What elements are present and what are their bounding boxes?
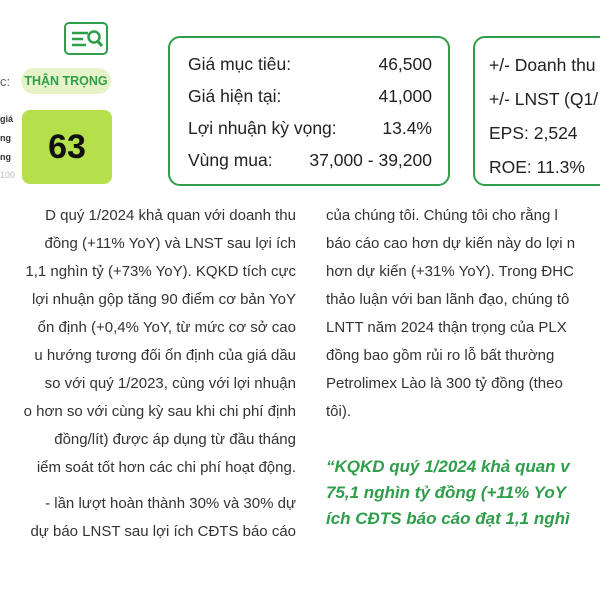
rating-prefix-fragment: c: — [0, 74, 11, 89]
side-label: ng — [0, 152, 11, 162]
text-line: đồng/lít) được áp dụng từ đầu tháng — [54, 431, 296, 448]
text-line: LNTT năm 2024 thận trọng của PLX — [326, 319, 567, 336]
text-line: ổn định (+0,4% YoY, từ mức cơ sở cao — [37, 319, 296, 336]
rating-score: 63 — [22, 110, 112, 184]
price-row-current — [188, 80, 432, 112]
metric-line: +/- Doanh thu — [489, 55, 596, 75]
body-text-left-column — [0, 202, 296, 546]
text-line: - lần lượt hoàn thành 30% và 30% dự — [45, 495, 296, 512]
price-label: Vùng mua: — [188, 150, 273, 170]
quote-line: ích CĐTS báo cáo đạt 1,1 nghì — [326, 509, 570, 528]
price-value: 46,500 — [378, 54, 432, 74]
price-value: 41,000 — [378, 86, 432, 106]
text-line: hơn dự kiến (+31% YoY). Trong ĐHC — [326, 263, 574, 280]
price-row-buy-zone — [188, 144, 432, 176]
text-line: lợi nhuận gộp tăng 90 điểm cơ bản YoY — [31, 291, 296, 308]
text-line: u hướng tương đối ổn định của giá dầu — [34, 347, 296, 364]
price-label: Giá hiện tại: — [188, 86, 282, 106]
text-line: so với quý 1/2023, cùng với lợi nhuận — [44, 375, 296, 392]
scale-max-label: 100 — [0, 170, 16, 180]
metric-line: EPS: 2,524 — [489, 123, 578, 143]
side-label: giá — [0, 114, 14, 124]
text-line: của chúng tôi. Chúng tôi cho rằng l — [326, 207, 558, 224]
text-line: 1,1 nghìn tỷ (+73% YoY). KQKD tích cực — [25, 263, 296, 280]
body-text-right-column — [326, 202, 600, 426]
metric-line: ROE: 11.3% — [489, 157, 585, 177]
text-line: báo cáo cao hơn dự kiến này do lợi n — [326, 235, 576, 252]
text-line: đồng (+11% YoY) và LNST sau lợi ích — [44, 235, 296, 252]
text-line: Petrolimex Lào là 300 tỷ đồng (theo — [326, 375, 563, 392]
price-row-expected-return — [188, 112, 432, 144]
rating-badge: THẬN TRỌNG — [21, 68, 111, 94]
price-label: Lợi nhuận kỳ vọng: — [188, 118, 337, 138]
metrics-summary-box — [473, 36, 600, 186]
quote-line: 75,1 nghìn tỷ đồng (+11% YoY — [326, 483, 567, 502]
text-line: o hơn so với cùng kỳ sau khi chi phí định — [23, 403, 296, 420]
text-line: D quý 1/2024 khả quan với doanh thu — [45, 207, 296, 224]
quote-line: “KQKD quý 1/2024 khả quan v — [326, 457, 570, 476]
text-line: thảo luận với ban lãnh đạo, chúng tô — [326, 291, 570, 308]
price-row-target — [188, 48, 432, 80]
report-search-icon — [64, 22, 108, 55]
price-summary-box — [168, 36, 450, 186]
price-value: 13.4% — [382, 118, 432, 138]
text-line: iểm soát tốt hơn các chi phí hoạt động. — [36, 459, 296, 476]
metric-line: +/- LNST (Q1/ — [489, 89, 599, 109]
pull-quote — [326, 454, 600, 532]
text-line: tôi). — [326, 403, 352, 420]
side-label: ng — [0, 133, 11, 143]
price-value: 37,000 - 39,200 — [309, 150, 432, 170]
text-line: dự báo LNST sau lợi ích CĐTS báo cáo — [30, 523, 296, 540]
text-line: đồng bao gồm rủi ro lỗ bất thường — [326, 347, 555, 364]
price-label: Giá mục tiêu: — [188, 54, 292, 74]
paragraph-gap — [0, 482, 296, 490]
